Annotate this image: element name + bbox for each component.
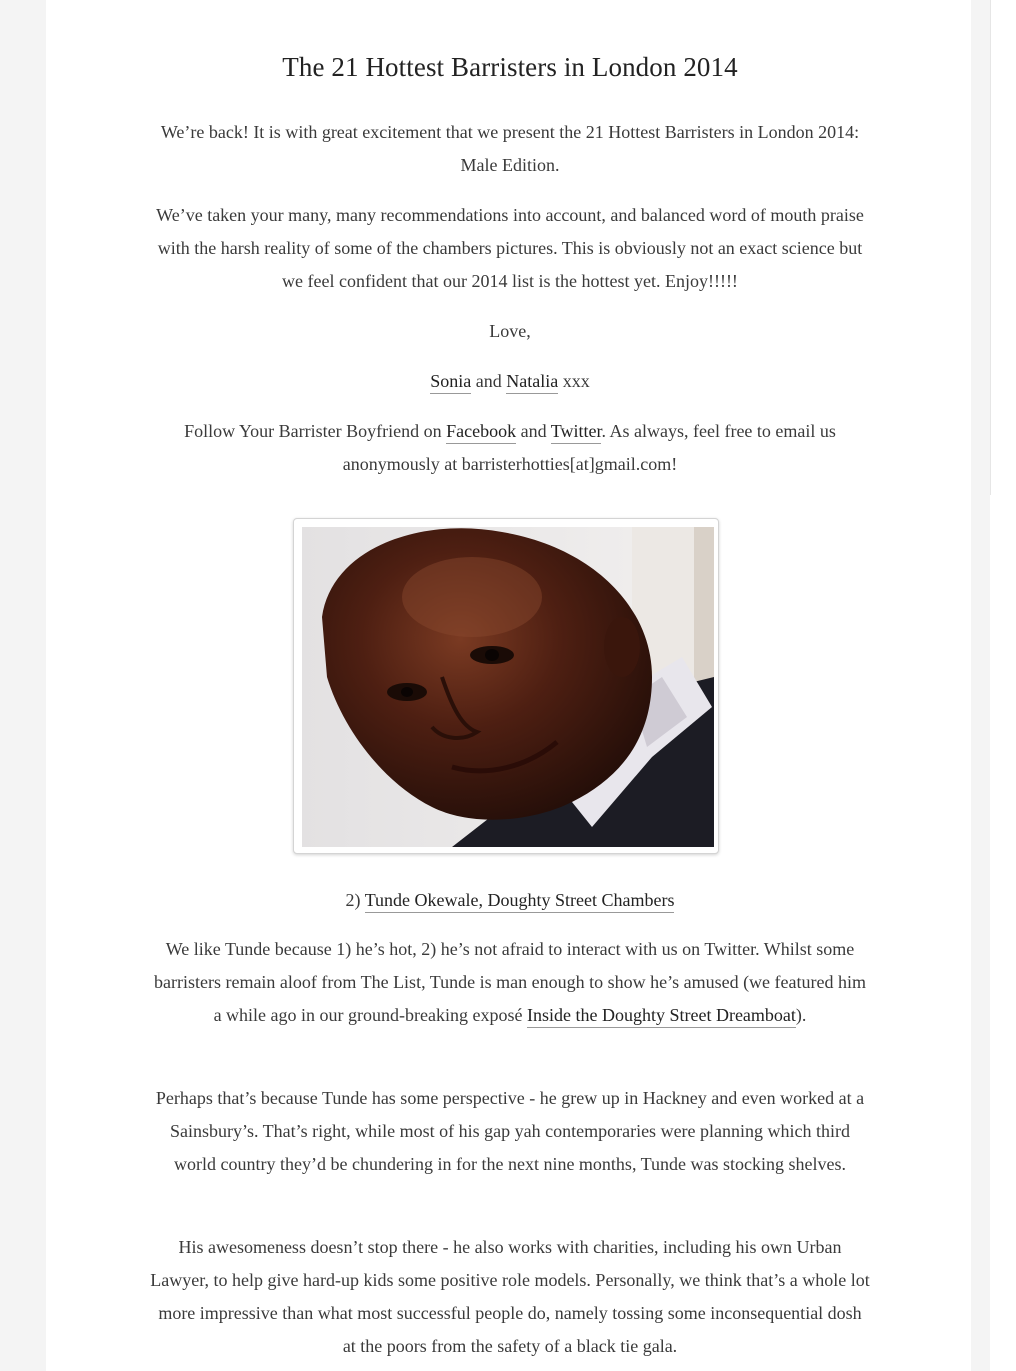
entry-paragraph-1 [150,933,870,1032]
inside-doughty-street-link[interactable]: Inside the Doughty Street Dreamboat [527,1005,796,1028]
author-link-sonia[interactable]: Sonia [430,371,471,394]
entry-paragraph-1-text: We like Tunde because 1) he’s hot, 2) he’s not afraid to interact with us on Twitter. Whilst some barristers remain aloof from The List, Tunde is man enough to show he’s amused (we featured him a while ago in our ground-breaking exposé [153,939,867,1025]
entry-paragraph-3: His awesomeness doesn’t stop there - he also works with charities, including his own Urban Lawyer, to help give hard-up kids some positive role models. Personally, we think that’s a whole lot more impressive than what most successful people do, namely tossing some inconsequential dosh at the poors from the safety of a black tie gala. [150,1237,870,1356]
follow-and: and [516,421,551,441]
portrait-photo[interactable] [302,527,714,847]
signoff-and: and [471,371,507,391]
signoff-paragraph [150,365,870,398]
right-margin [990,0,1016,1371]
author-link-natalia[interactable]: Natalia [506,371,558,394]
portrait-photo-frame[interactable] [293,518,719,854]
entry-paragraph-2: Perhaps that’s because Tunde has some perspective - he grew up in Hackney and even worked at a Sainsbury’s. That’s right, while most of his gap yah contemporaries were planning which third world country they’d be chundering in for the next nine months, Tunde was stocking shelves. [155,1088,865,1174]
entry-heading [150,884,870,917]
recommendations-paragraph: We’ve taken your many, many recommendations into account, and balanced word of mouth praise with the harsh reality of some of the chambers pictures. This is obviously not an exact science but we feel confident that our 2014 list is the hottest yet. Enjoy!!!!! [156,205,864,291]
twitter-link[interactable]: Twitter [551,421,602,444]
follow-prefix: Follow Your Barrister Boyfriend on [184,421,447,441]
facebook-link[interactable]: Facebook [446,421,516,444]
barrister-name-link[interactable]: Tunde Okewale, Doughty Street Chambers [365,890,675,913]
love-paragraph: Love, [489,321,531,341]
intro-paragraph: We’re back! It is with great excitement that we present the 21 Hottest Barristers in London 2014: Male Edition. [160,122,860,175]
entry-rank: 2) [345,890,365,910]
portrait-illustration [302,527,714,847]
page-title: The 21 Hottest Barristers in London 2014 [282,52,738,82]
follow-paragraph [150,415,870,481]
margin-edge [990,0,991,495]
follow-suffix: . As always, feel free to email us anonymously at barristerhotties[at]gmail.com! [342,421,836,474]
signoff-suffix: xxx [558,371,590,391]
entry-paragraph-1-end: ). [795,1005,807,1025]
